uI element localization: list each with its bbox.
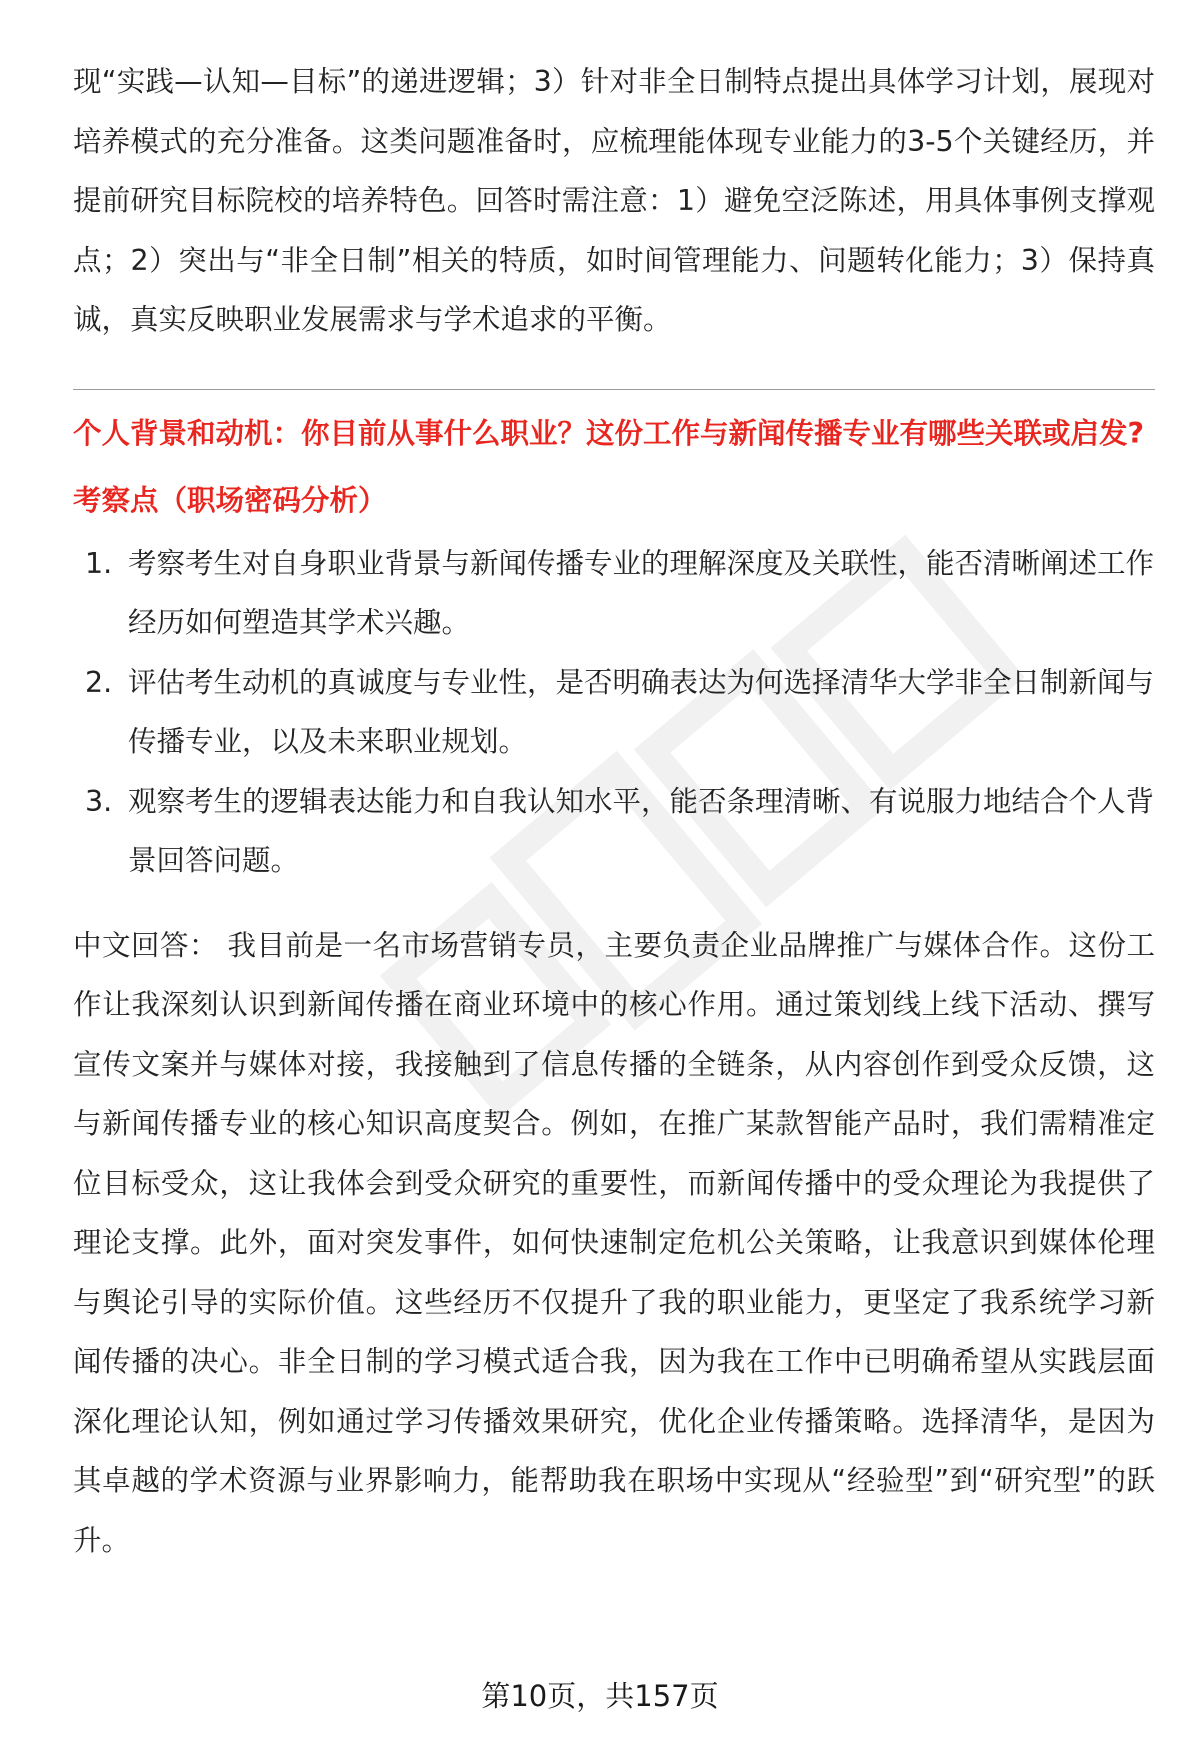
section-question-title: 个人背景和动机：你目前从事什么职业？这份工作与新闻传播专业有哪些关联或启发? — [73, 416, 1145, 450]
section-divider — [73, 389, 1155, 390]
list-item-number: 1. — [85, 546, 113, 580]
list-item — [73, 772, 1155, 891]
list-item-text: 考察考生对自身职业背景与新闻传播专业的理解深度及关联性，能否清晰阐述工作经历如何塑造其学术兴趣。 — [128, 546, 1155, 639]
list-item-text: 评估考生动机的真诚度与专业性，是否明确表达为何选择清华大学非全日制新闻与传播专业，以及未来职业规划。 — [128, 665, 1155, 758]
page-number-footer: 第10页，共157页 — [481, 1679, 719, 1713]
list-item — [73, 534, 1155, 653]
list-item-text: 观察考生的逻辑表达能力和自我认知水平，能否条理清晰、有说服力地结合个人背景回答问题。 — [128, 784, 1155, 877]
document-page — [73, 52, 1155, 1570]
kaocha-points-list — [73, 534, 1155, 891]
list-item — [73, 653, 1155, 772]
kaocha-heading: 考察点（职场密码分析） — [73, 483, 387, 517]
answer-paragraph: 中文回答： 我目前是一名市场营销专员，主要负责企业品牌推广与媒体合作。这份工作让我深刻认识到新闻传播在商业环境中的核心作用。通过策划线上线下活动、撰写宣传文案并与媒体对接，我接触到了信息传播的全链条，从内容创作到受众反馈，这与新闻传播专业的核心知识高度契合。例如，在推广某款智能产品时，我们需精准定位目标受众，这让我体会到受众研究的重要性，而新闻传播中的受众理论为我提供了理论支撑。此外，面对突发事件，如何快速制定危机公关策略，让我意识到媒体伦理与舆论引导的实际价值。这些经历不仅提升了我的职业能力，更坚定了我系统学习新闻传播的决心。非全日制的学习模式适合我，因为我在工作中已明确希望从实践层面深化理论认知，例如通过学习传播效果研究，优化企业传播策略。选择清华，是因为其卓越的学术资源与业界影响力，能帮助我在职场中实现从“经验型”到“研究型”的跃升。 — [73, 928, 1155, 1557]
intro-paragraph: 现“实践—认知—目标”的递进逻辑；3）针对非全日制特点提出具体学习计划，展现对培养模式的充分准备。这类问题准备时，应梳理能体现专业能力的3-5个关键经历，并提前研究目标院校的培养特色。回答时需注意：1）避免空泛陈述，用具体事例支撑观点；2）突出与“非全日制”相关的特质，如时间管理能力、问题转化能力；3）保持真诚，真实反映职业发展需求与学术追求的平衡。 — [73, 65, 1155, 336]
list-item-number: 3. — [85, 784, 113, 818]
list-item-number: 2. — [85, 665, 113, 699]
